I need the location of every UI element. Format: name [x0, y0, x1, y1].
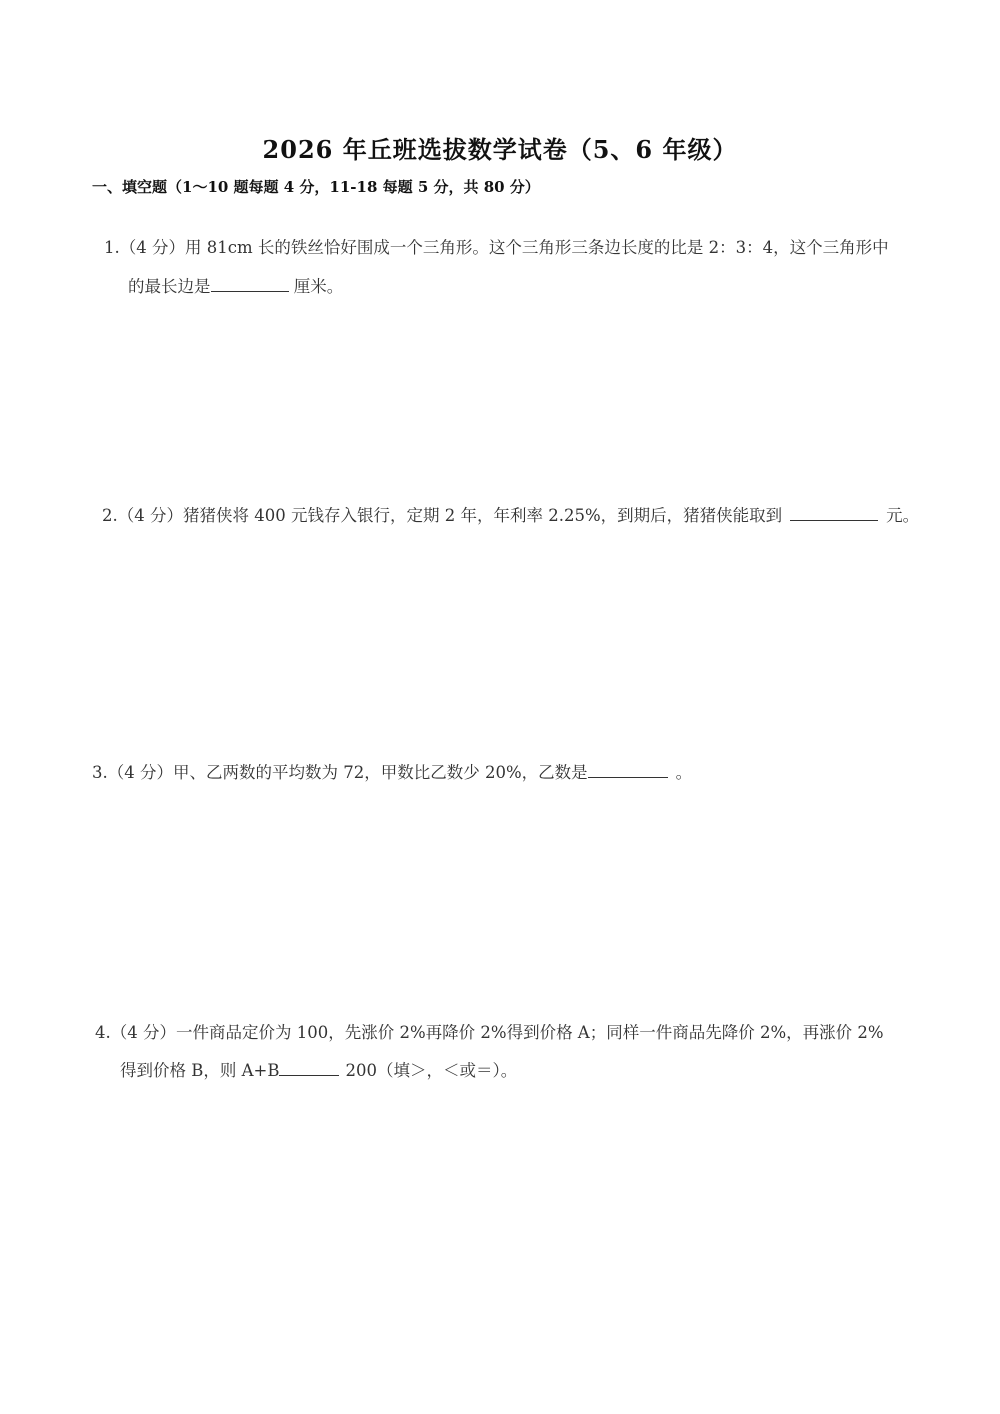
- section-heading: 一、填空题（1～10 题每题 4 分，11-18 每题 5 分，共 80 分）: [92, 178, 540, 196]
- question-1-line-2: [128, 277, 343, 297]
- question-4-line-1: 4.（4 分）一件商品定价为 100，先涨价 2%再降价 2%得到价格 A；同样一件商品先降价 2%，再涨价 2%: [95, 1023, 884, 1042]
- question-1-text-before-blank: 的最长边是: [128, 277, 211, 296]
- question-3-text-before-blank: 3.（4 分）甲、乙两数的平均数为 72，甲数比乙数少 20%，乙数是: [92, 763, 588, 782]
- question-2: [102, 506, 919, 526]
- question-2-text-after-blank: 元。: [886, 506, 920, 525]
- page-title: 2026 年丘班选拔数学试卷（5、6 年级）: [262, 135, 738, 164]
- question-4-text-before-blank: 得到价格 B，则 A+B: [120, 1061, 280, 1080]
- question-4-text-after-blank: 200（填＞，＜或＝）。: [345, 1061, 518, 1080]
- question-3-text-after-blank: 。: [675, 763, 693, 782]
- answer-blank-4[interactable]: [279, 1061, 339, 1076]
- answer-blank-1[interactable]: [211, 277, 289, 292]
- question-1-line-1: 1.（4 分）用 81cm 长的铁丝恰好围成一个三角形。这个三角形三条边长度的比是 2：3：4，这个三角形中: [104, 238, 889, 257]
- question-1-text-after-blank: 厘米。: [288, 277, 344, 296]
- answer-blank-2[interactable]: [790, 506, 878, 521]
- answer-blank-3[interactable]: [588, 763, 668, 778]
- question-3: [92, 763, 692, 783]
- question-2-text-before-blank: 2.（4 分）猪猪侠将 400 元钱存入银行，定期 2 年，年利率 2.25%，到期后，猪猪侠能取到: [102, 506, 783, 525]
- question-4-line-2: [120, 1061, 517, 1081]
